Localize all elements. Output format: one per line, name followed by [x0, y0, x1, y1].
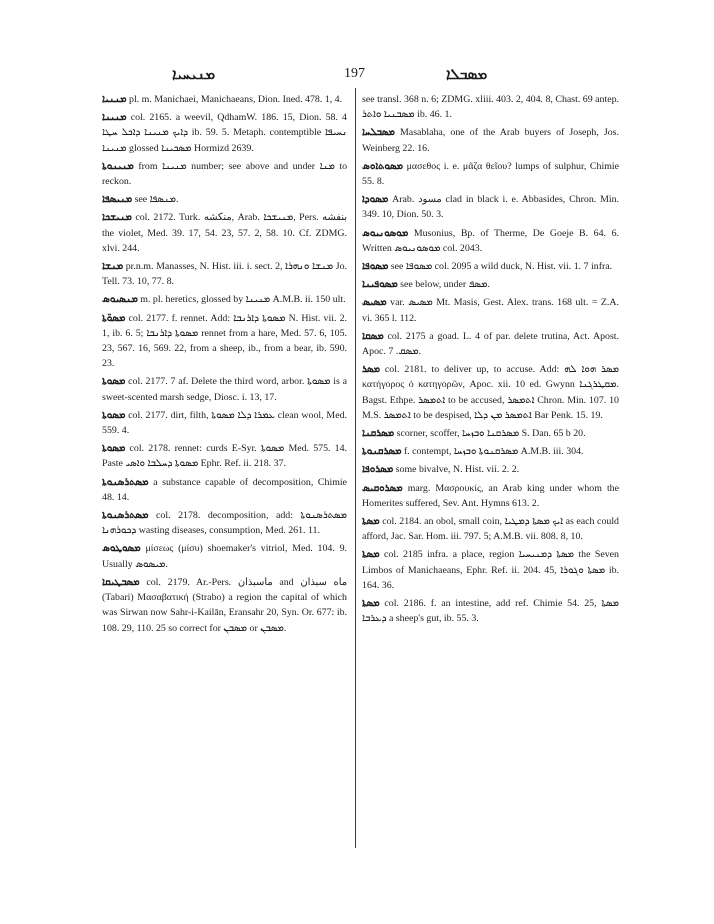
page-number: 197	[344, 66, 365, 81]
entry-text: col. 2186. f. an intestine, add ref. Chimie 54. 25, ܡܣܬܐ ܕܥܪܒܐ a sheep's gut, ib. 55. 3.	[362, 598, 619, 625]
entry-headword: ܡܢܝܢܘܬܐ	[102, 160, 134, 172]
entry-text: μίσεως (μίσυ) shoemaker's vitriol, Med. 104. 9. Usually ܡܝܣܘܣ.	[102, 543, 347, 570]
dictionary-entry	[102, 259, 347, 289]
entry-text: col. 2172. Turk. منكشه, Arab. ܡܢܝܫܟܐ, Pers. بنفشه the violet, Med. 39. 17, 54. 23, 57. 2, 58. 10. Cf. ZDMG. xlvi. 244.	[102, 212, 347, 254]
dictionary-entry	[362, 481, 619, 511]
dictionary-entry	[102, 192, 347, 207]
entry-text: col. 2179. Ar.-Pers. ماسبذان and ماه سبذان (Tabari) Μασαβατική (Strabo) a region the capital of which was Sirwan now Sahr-i-Kailān, Eransahr 20, Syn. Or. 677: ib. 108. 29, 110. 25 so correct for ܡܣܒܢ or ܡܣܒܢ.	[102, 576, 348, 634]
dictionary-entry	[102, 92, 347, 107]
dictionary-entry	[102, 508, 347, 538]
running-head-left: ܡܢܝܚܝܐ	[172, 67, 216, 83]
entry-headword: ܡܣܬܪܣܢܘܬܐ	[102, 510, 149, 522]
entry-text: col. 2181. to deliver up, to accuse. Add: ܡܣܪ ܗܘܐ ܠܗ κατήγορος ὁ κατηγορῶν, Apoc. xii. 10 ed. Gwynn ܡܩܛܪܓܢܐ. Bagst. Ethpe. ܐܬܡܣܪ to be accused, ܐܬܡܣܪ Chron. Min. 107. 10 M.S. ܐܬܡܣܪ to be despised, ܐܬܡܣܪ ܡܢ ܕܠܐ Bar Penk. 15. 19.	[362, 364, 619, 421]
dictionary-entry	[102, 575, 347, 636]
entry-headword: ܡܢܫܐ	[102, 261, 124, 273]
dictionary-entry	[362, 362, 619, 423]
dictionary-entry	[102, 110, 347, 156]
entry-headword: ܡܘܣܘܢܝܘܣ	[362, 227, 409, 239]
entry-headword: ܡܣܩܐ	[362, 330, 384, 342]
dictionary-entry	[362, 192, 619, 222]
entry-headword: ܡܣܘܬܐܘܣ	[362, 160, 404, 172]
entry-headword: ܡܢܢܝܐ	[102, 94, 127, 105]
entry-headword: ܡܣܬܐ	[362, 549, 380, 561]
entry-headword: ܡܣܪܩܢܐ	[362, 428, 395, 440]
dictionary-entry	[362, 92, 619, 122]
dictionary-entry	[362, 444, 619, 459]
entry-headword: ܡܣܘܦܐ	[362, 261, 389, 273]
entry-text: col. 2175 a goad. L. 4 of par. delete trutina, Act. Apost. Apoc. ܡܣܩ. 7.	[362, 330, 620, 358]
entry-text: col. 2184. an obol, small coin, ܐܝܟ ܡܣܬܐ ܕܡܛܝܐ as each could afford, Jac. Sar. Hom. iii. 797. 5; A.M.B. vii. 808. 8, 10.	[362, 516, 619, 543]
entry-headword: ܡܣܪܩܢܘܬܐ	[362, 446, 402, 458]
left-column	[102, 92, 347, 639]
entry-headword: ܡܣܬܪܣܢܘܬܐ	[102, 476, 149, 488]
dictionary-entry	[102, 210, 347, 256]
entry-text: marg. Μασρουκίς, an Arab king under whom the Homerites suffered, Sev. Ant. Hymns 613. 2.	[362, 482, 620, 509]
entry-text: see ܡܣܘܦܐ col. 2095 a wild duck, N. Hist. vii. 1. 7 infra.	[390, 261, 613, 273]
entry-headword: ܡܣܘܛܘܣ	[102, 543, 141, 555]
dictionary-entry	[362, 277, 619, 292]
entry-headword: ܡܣܪܘܦܐ	[362, 464, 394, 476]
entry-text: μασεθος i. e. μᾶζα θεῖου? lumps of sulphur, Chimie 55. 8.	[362, 160, 620, 188]
entry-text: m. pl. heretics, glossed by ܡܢܝܢܐ A.M.B. ii. 150 ult.	[140, 294, 346, 306]
entry-headword: ܡܣܘܬܐ	[102, 376, 126, 388]
entry-headword: ܡܣܬܐ	[362, 516, 380, 528]
dictionary-entry	[362, 426, 619, 441]
entry-text: see below, under ܡܣܦ.	[400, 279, 490, 291]
dictionary-entry	[102, 541, 347, 571]
entry-text: f. contempt, ܡܣܪܩܢܘܬܐ ܘܒܙܚܐ A.M.B. iii. 304.	[403, 446, 584, 458]
dictionary-entry	[102, 475, 347, 505]
dictionary-entry	[362, 125, 619, 155]
entry-headword: ܡܣܒܠܚܐ	[362, 127, 395, 139]
entry-headword: ܡܣܬܐ	[362, 598, 380, 610]
dictionary-entry	[102, 311, 347, 372]
entry-text: see ܡܢܣܦܐ.	[134, 194, 179, 206]
dictionary-entry	[102, 292, 347, 307]
entry-headword: ܡܣܘܬܐ	[102, 443, 126, 455]
entry-headword: ܡܢܝܣܦܐ	[102, 194, 133, 206]
dictionary-entry	[362, 159, 619, 189]
entry-text: pl. m. Manichaei, Manichaeans, Dion. Ined. 478. 1, 4.	[129, 94, 343, 105]
column-divider	[355, 88, 356, 848]
dictionary-entry	[102, 159, 347, 189]
running-head-right: ܡܣܒܠܐ	[446, 67, 488, 83]
entry-headword: ܡܣܪܘܩܝܣ	[362, 482, 403, 494]
dictionary-entry	[362, 226, 619, 256]
entry-text: col. 2165. a weevil, QdhamW. 186. 15, Dion. 58. 4 ܕܐܝܟ ܡܢܝܢܐ ܕܐܟܠ ܚܛܐ ib. 59. 5. Metaph. contemptible ܢܚܝܦܐ ܡܢܝܢܐ glossed ܡܣܟܝܢܐ Hormizd 2639.	[102, 112, 347, 154]
entry-text: some bivalve, N. Hist. vii. 2. 2.	[395, 464, 520, 476]
entry-text: col. 2177. dirt, filth, ܥܡܪܐ ܕܠܐ ܡܣܘܬܐ clean wool, Med. 559. 4.	[102, 409, 347, 437]
entry-headword: ܡܣܘ̈ܬܐ	[102, 312, 126, 324]
entry-text: col. 2178. decomposition, add: ܡܣܬܪܣܢܘܬܐ ܕܟܘܪܗܢܐ wasting diseases, consumption, Med. 261. 11.	[102, 510, 348, 537]
dictionary-entry	[362, 295, 619, 325]
entry-text: pr.n.m. Manasses, N. Hist. iii. i. sect. 2, ܡܢܫܐ ܘܢܗܪܐ Jo. Tell. 73. 10, 77. 8.	[102, 261, 347, 288]
entry-text: Arab. مسود clad in black i. e. Abbasides, Chron. Min. 349. 10, Dion. 50. 3.	[362, 194, 619, 221]
entry-headword: ܡܢܣܝܘܣ	[102, 294, 138, 306]
entry-text: see transl. 368 n. 6; ZDMG. xliii. 403. 2, 404. 8, Chast. 69 antep. ܡܣܒܢܝܐ ܘܐܬܪ ib. 46. 1.	[362, 94, 620, 121]
entry-text: var. ܡܣܝܣ Mt. Masis, Gest. Alex. trans. 168 ult. = Z.A. vi. 365 l. 112.	[362, 297, 619, 324]
entry-headword: ܡܣܪ	[362, 364, 380, 376]
right-column	[362, 92, 619, 630]
entry-text: col. 2185 infra. a place, region ܡܣܬܐ ܕܡܢܝܚܝܐ the Seven Limbos of Manichaeans, Ephr. Ref. ii. 204. 45, ܡܣܬܐ ܘܓܘܪܐ ib. 164. 36.	[362, 549, 620, 591]
entry-text: col. 2177. 7 af. Delete the third word, arbor. ܡܣܘܬܐ is a sweet-scented marsh sedge, Diosc. i. 13, 17.	[102, 376, 347, 403]
page-header	[0, 66, 714, 86]
entry-headword: ܡܢܝܫܟܐ	[102, 212, 132, 224]
dictionary-entry	[102, 408, 347, 438]
dictionary-entry	[362, 547, 619, 593]
entry-headword: ܡܣܘܦܝܢܐ	[362, 279, 398, 291]
entry-headword: ܡܣܒܛܝܩܐ	[102, 576, 140, 588]
entry-text: Masablaha, one of the Arab buyers of Joseph, Jos. Weinberg 22. 16.	[362, 127, 619, 154]
entry-text: Musonius, Bp. of Therme, De Goeje B. 64. 6. Written ܡܘܣܘܢܝܘܣ col. 2043.	[362, 227, 620, 254]
dictionary-entry	[362, 514, 619, 544]
entry-text: col. 2177. f. rennet. Add: ܡܣܘܬܐ ܕܐܪܢܒܐ N. Hist. vii. 2. 1, ib. 6. 5; ܡܣܘܬܐ ܕܐܪܢܒܐ rennet from a hare, Med. 57. 6, 105. 23, 567. 16, 569. 22, from a sheep, ib., from a bear, ib. 590. 23.	[102, 312, 347, 370]
dictionary-entry	[362, 259, 619, 274]
entry-headword: ܡܣܘܬܐ	[102, 409, 126, 421]
entry-text: col. 2178. rennet: curds E-Syr. ܡܣܘܬܐ Med. 575. 14. Paste ܡܣܘܬܐ ܕܚܠܒܐ ܘܐܣܝ Ephr. Ref. ii. 218. 37.	[102, 443, 347, 470]
entry-text: from ܡܢܝܢܐ number; see above and under ܡܢܐ to reckon.	[102, 160, 348, 188]
entry-text: scorner, scoffer, ܡܣܪܩܢܐ ܘܒܙܚܐ S. Dan. 65 b 20.	[396, 428, 586, 440]
dictionary-entry	[102, 374, 347, 404]
entry-headword: ܡܢܝܢܐ	[102, 112, 127, 124]
entry-headword: ܡܣܝܣ	[362, 297, 387, 309]
dictionary-entry	[362, 329, 619, 359]
dictionary-entry	[362, 462, 619, 477]
dictionary-entry	[362, 596, 619, 626]
entry-headword: ܡܣܘܕܐ	[362, 194, 389, 206]
entry-text: a substance capable of decomposition, Chimie 48. 14.	[102, 476, 347, 503]
dictionary-entry	[102, 441, 347, 471]
